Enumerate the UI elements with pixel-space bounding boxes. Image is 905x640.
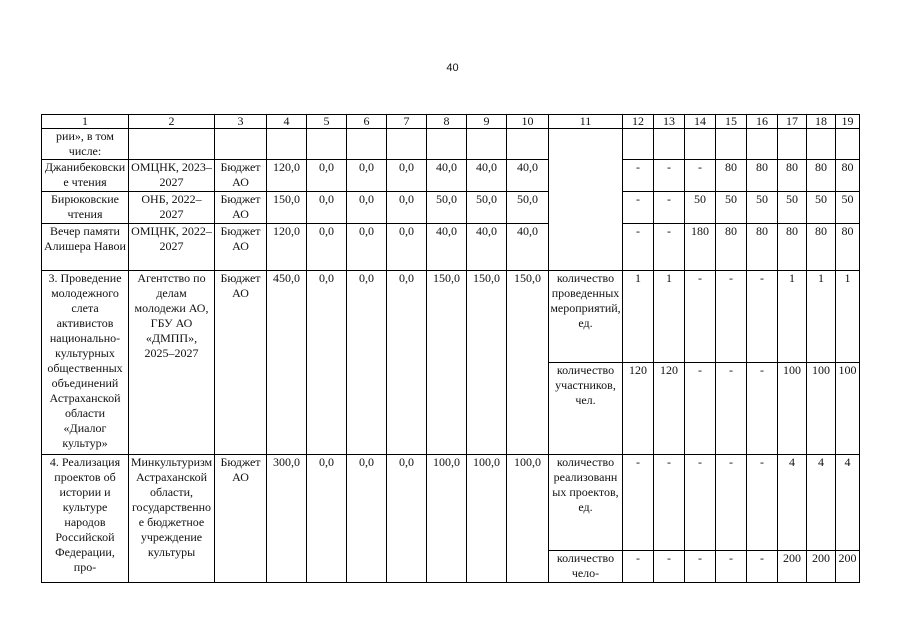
table-row [42,271,860,363]
table-row [42,160,860,192]
row-name: Вечер памяти Алишера Навои [42,224,129,271]
row-executor: Минкультуризм Астраханской области, государственное бюджетное учреждение культуры [129,455,215,583]
indicator-value: 4 [807,455,836,551]
header-cell: 13 [654,115,685,129]
indicator-value: - [654,160,685,192]
header-cell: 14 [685,115,716,129]
table-header-row [42,115,860,129]
indicator-value: 1 [807,271,836,363]
value-cell: 50,0 [427,192,467,224]
value-cell: 150,0 [427,271,467,455]
row-source: Бюджет АО [215,192,267,224]
indicator-name: количество чело- [549,551,623,583]
indicator-value: - [685,271,716,363]
indicator-value: 120 [623,363,654,455]
value-cell: 0,0 [387,192,427,224]
indicator-cell-empty [549,129,623,271]
indicator-value: 1 [836,271,860,363]
value-cell: 120,0 [267,224,307,271]
value-cell: 0,0 [347,192,387,224]
row-source: Бюджет АО [215,271,267,455]
indicator-value: 1 [778,271,807,363]
row-name: 4. Реализация проектов об истории и культуре народов Российской Федерации, про- [42,455,129,583]
row-executor: ОНБ, 2022–2027 [129,192,215,224]
indicator-value: - [654,551,685,583]
value-cell: 150,0 [267,192,307,224]
value-cell: 0,0 [387,271,427,455]
indicator-value: 80 [778,224,807,271]
table-row [42,455,860,551]
value-cell: 100,0 [467,455,507,583]
value-cell: 0,0 [307,192,347,224]
indicator-value: - [716,271,747,363]
program-table [41,114,860,583]
value-cell: 0,0 [347,160,387,192]
value-cell: 0,0 [387,455,427,583]
header-cell: 8 [427,115,467,129]
indicator-value: - [623,455,654,551]
header-cell: 4 [267,115,307,129]
indicator-value: 50 [747,192,778,224]
value-cell: 150,0 [507,271,549,455]
row-name: 3. Проведение молодежного слета активистов национально-культурных общественных объединений Астраханской области «Диалог культур» [42,271,129,455]
indicator-value: 120 [654,363,685,455]
row-name: Джанибековские чтения [42,160,129,192]
value-cell: 0,0 [387,160,427,192]
row-source: Бюджет АО [215,455,267,583]
value-cell: 0,0 [307,160,347,192]
row-name: Бирюковские чтения [42,192,129,224]
indicator-value: 80 [836,224,860,271]
indicator-value: - [747,455,778,551]
indicator-value: 80 [716,160,747,192]
indicator-value: - [623,551,654,583]
indicator-value: 200 [778,551,807,583]
header-cell: 17 [778,115,807,129]
value-cell: 0,0 [307,271,347,455]
value-cell: 0,0 [387,224,427,271]
indicator-value: - [716,455,747,551]
value-cell: 40,0 [427,224,467,271]
header-cell: 6 [347,115,387,129]
header-cell: 2 [129,115,215,129]
indicator-value: - [685,160,716,192]
indicator-value: - [747,363,778,455]
indicator-value: 50 [836,192,860,224]
indicator-value: 80 [747,160,778,192]
value-cell: 40,0 [507,224,549,271]
indicator-value: - [716,551,747,583]
indicator-value: - [623,224,654,271]
indicator-value: 4 [836,455,860,551]
indicator-value: - [685,551,716,583]
indicator-value: 80 [778,160,807,192]
indicator-value: 80 [807,224,836,271]
indicator-value: 100 [807,363,836,455]
row-source: Бюджет АО [215,224,267,271]
indicator-name: количество реализованных проектов, ед. [549,455,623,551]
value-cell: 50,0 [467,192,507,224]
value-cell: 40,0 [467,224,507,271]
value-cell: 50,0 [507,192,549,224]
header-cell: 12 [623,115,654,129]
indicator-value: - [623,160,654,192]
value-cell: 40,0 [427,160,467,192]
indicator-value: 180 [685,224,716,271]
indicator-value: 50 [685,192,716,224]
indicator-value: 200 [836,551,860,583]
header-cell: 15 [716,115,747,129]
indicator-name: количество проведенных мероприятий, ед. [549,271,623,363]
indicator-value: 1 [623,271,654,363]
table-row [42,192,860,224]
indicator-value: 4 [778,455,807,551]
table-row [42,224,860,271]
indicator-value: - [716,363,747,455]
row-name: рии», в том числе: [42,129,129,160]
row-executor: Агентство по делам молодежи АО, ГБУ АО «ДМПП», 2025–2027 [129,271,215,455]
table-row [42,129,860,160]
header-cell: 3 [215,115,267,129]
header-cell: 11 [549,115,623,129]
indicator-value: - [654,192,685,224]
header-cell: 1 [42,115,129,129]
header-cell: 7 [387,115,427,129]
indicator-value: - [623,192,654,224]
indicator-value: 50 [807,192,836,224]
value-cell: 40,0 [507,160,549,192]
row-executor: ОМЦНК, 2023–2027 [129,160,215,192]
row-source: Бюджет АО [215,160,267,192]
header-cell: 19 [836,115,860,129]
header-cell: 18 [807,115,836,129]
value-cell: 0,0 [347,224,387,271]
value-cell: 100,0 [427,455,467,583]
indicator-name: количество участников, чел. [549,363,623,455]
value-cell: 300,0 [267,455,307,583]
value-cell: 0,0 [347,271,387,455]
indicator-value: 200 [807,551,836,583]
indicator-value: 80 [716,224,747,271]
value-cell: 450,0 [267,271,307,455]
header-cell: 10 [507,115,549,129]
value-cell: 0,0 [307,455,347,583]
indicator-value: 80 [747,224,778,271]
value-cell: 40,0 [467,160,507,192]
value-cell: 100,0 [507,455,549,583]
indicator-value: 50 [778,192,807,224]
indicator-value: 50 [716,192,747,224]
header-cell: 16 [747,115,778,129]
value-cell: 0,0 [347,455,387,583]
page-number: 40 [446,62,459,74]
value-cell: 120,0 [267,160,307,192]
header-cell: 5 [307,115,347,129]
indicator-value: 80 [807,160,836,192]
value-cell: 0,0 [307,224,347,271]
indicator-value: - [654,455,685,551]
indicator-value: 100 [778,363,807,455]
indicator-value: - [747,551,778,583]
indicator-value: - [685,363,716,455]
indicator-value: 1 [654,271,685,363]
indicator-value: 100 [836,363,860,455]
indicator-value: 80 [836,160,860,192]
row-executor: ОМЦНК, 2022–2027 [129,224,215,271]
header-cell: 9 [467,115,507,129]
indicator-value: - [654,224,685,271]
indicator-value: - [747,271,778,363]
value-cell: 150,0 [467,271,507,455]
indicator-value: - [685,455,716,551]
